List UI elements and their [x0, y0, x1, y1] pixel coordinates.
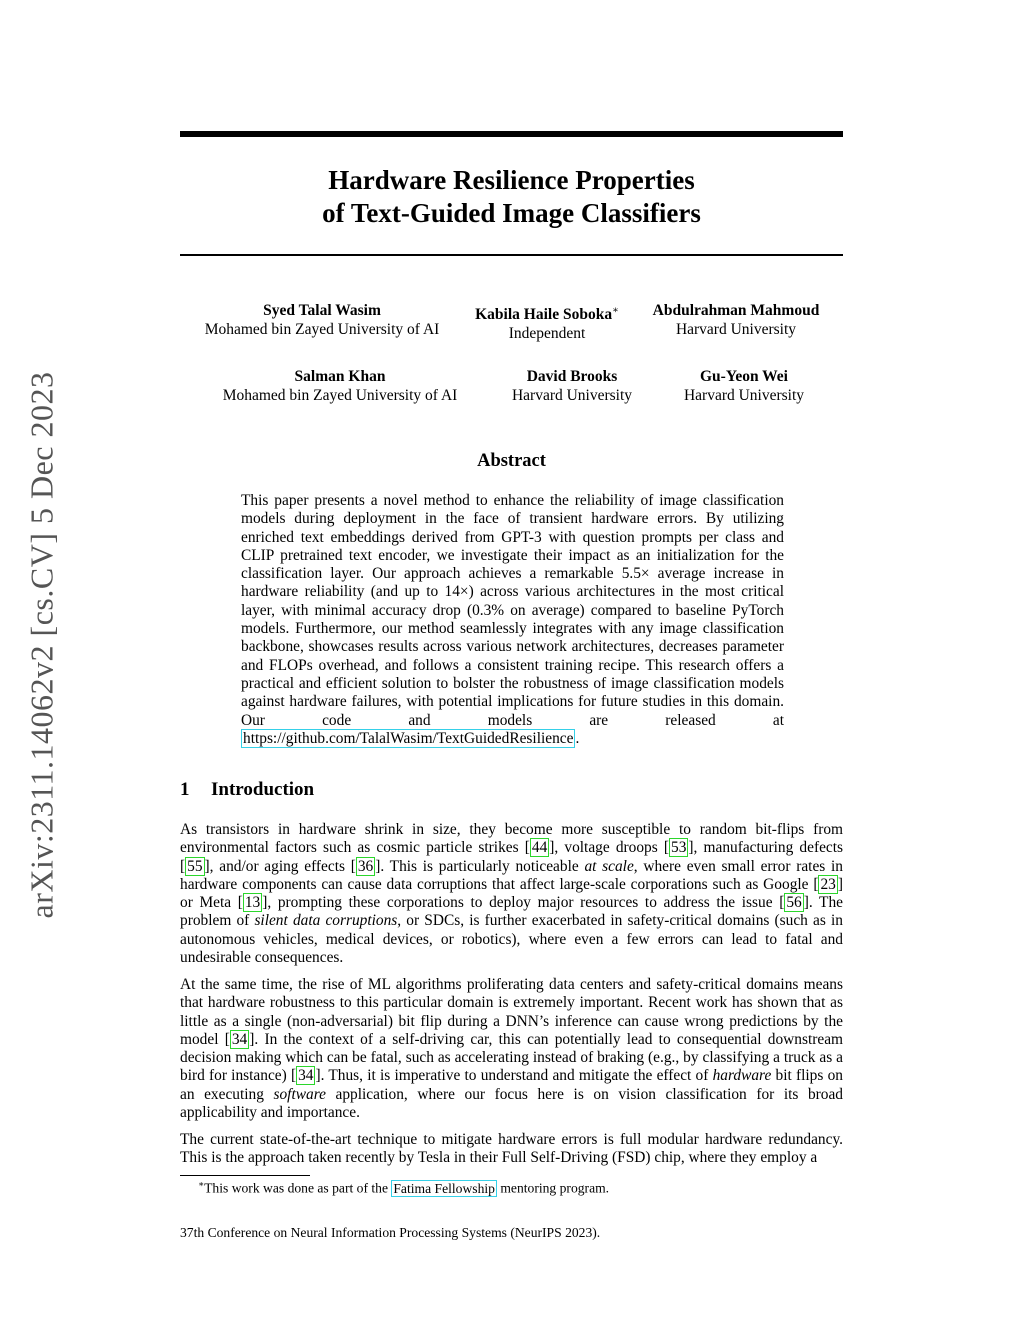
text-run: ] or Meta [	[180, 875, 843, 912]
fatima-fellowship-link[interactable]: Fatima Fellowship	[393, 1180, 495, 1196]
text-run: At the same time, the rise of ML algorithms proliferating data centers and safety-critical domains means that hardware robustness to this particular domain is extremely important. Recent work has shown that as little as a single (non-adversarial) bit flip during a DNN’s inference can cause wrong predictions by the model [	[180, 976, 843, 1048]
author-block	[684, 367, 804, 405]
citation-link[interactable]: 55	[187, 857, 203, 875]
citation-link[interactable]: 34	[231, 1030, 248, 1048]
intro-paragraph-3: The current state-of-the-art technique to mitigate hardware errors is full modular hardware redundancy. This is the approach taken recently by Tesla in their Full Self-Driving (FSD) chip, where they employ a	[180, 1131, 843, 1167]
section-number: 1	[180, 779, 190, 800]
text-run: mentoring program.	[496, 1180, 610, 1196]
title-top-rule	[180, 131, 843, 137]
author-affiliation: Independent	[508, 325, 586, 343]
text-run: ]. In the context of a self-driving car, this can potentially lead to consequential downstream decision making which can be fatal, such as accelerating instead of braking (e.g., by classifying a truck as a bird for instance) [	[180, 1030, 843, 1085]
author-affiliation: Harvard University	[675, 321, 797, 338]
text-run: ], voltage droops [	[549, 839, 670, 857]
title-line-1: Hardware Resilience Properties	[328, 165, 695, 195]
author-name: David Brooks	[526, 368, 618, 385]
author-block	[475, 301, 619, 343]
abstract-end: .	[575, 729, 580, 747]
author-block	[512, 367, 632, 405]
text-run: , or SDCs, is further exacerbated in safety-critical domains (such as in autonomous vehicles, medical devices, or robotics), where even a few errors can lead to fatal and undesirable consequences.	[180, 912, 843, 967]
emphasis: silent data corruptions	[254, 912, 398, 930]
citation-link[interactable]: 36	[357, 857, 374, 875]
author-name: Kabila Haile Soboka	[475, 306, 613, 324]
emphasis: hardware	[712, 1067, 772, 1085]
footnote-mark: ∗	[198, 1179, 205, 1189]
footnote-rule	[180, 1175, 310, 1176]
author-name: Syed Talal Wasim	[263, 302, 381, 319]
citation-link[interactable]: 56	[786, 894, 802, 912]
paper-title	[180, 164, 843, 230]
text-run: ], and/or aging effects [	[204, 857, 356, 875]
intro-paragraph-1	[180, 821, 843, 967]
conference-note: 37th Conference on Neural Information Processing Systems (NeurIPS 2023).	[180, 1225, 601, 1240]
abstract-heading: Abstract	[477, 451, 546, 471]
text-run: bit flips on an executing	[180, 1067, 843, 1103]
code-repository-link[interactable]: https://github.com/TalalWasim/TextGuidedResilience	[243, 729, 574, 747]
section-heading	[180, 779, 314, 801]
text-run: , where even small error rates in hardware components can cause data corruptions that affect large-scale corporations such as Google [	[180, 857, 843, 893]
author-affiliation: Harvard University	[511, 387, 633, 404]
arxiv-identifier: arXiv:2311.14062v2 [cs.CV] 5 Dec 2023	[23, 371, 60, 919]
title-line-2: of Text-Guided Image Classifiers	[322, 198, 701, 228]
author-block	[223, 367, 458, 405]
text-run: This work was done as part of the	[204, 1180, 392, 1196]
abstract-text: This paper presents a novel method to enhance the reliability of image classification models during deployment in the face of transient hardware errors. By utilizing enriched text embeddings derived from GPT-3 with question prompts per class and CLIP pretrained text encoder, we investigate their impact as an initialization for the classification layer. Our approach achieves a remarkable 5.5× average increase in hardware reliability (and up to 14×) across various architectures in the most critical layer, with minimal accuracy drop (0.3% on average) compared to baseline PyTorch models. Furthermore, our method seamlessly integrates with any image classification backbone, showcases results across various network architectures, decreases parameter and FLOPs overhead, and follows a consistent training recipe. This research offers a practical and efficient solution to bolster the robustness of image classification models against hardware failures, with potential implications for future studies in this domain. Our code and models are released at	[241, 492, 784, 729]
section-title: Introduction	[211, 779, 315, 800]
author-affiliation: Mohamed bin Zayed University of AI	[204, 321, 440, 338]
author-affiliation: Mohamed bin Zayed University of AI	[222, 387, 458, 404]
text-run: ]. The problem of	[180, 894, 843, 930]
emphasis: software	[273, 1085, 326, 1103]
footnote	[198, 1179, 609, 1197]
author-name: Abdulrahman Mahmoud	[652, 302, 820, 319]
text-run: ], prompting these corporations to deploy major resources to address the issue [	[262, 894, 785, 912]
title-bottom-rule	[180, 254, 843, 256]
text-run: As transistors in hardware shrink in size, they become more susceptible to random bit-flips from environmental factors such as cosmic particle strikes [	[180, 821, 843, 857]
text-run: ]. This is particularly noticeable	[375, 857, 585, 875]
citation-link[interactable]: 23	[820, 875, 836, 893]
author-block	[205, 301, 440, 339]
emphasis: at scale	[584, 857, 634, 875]
author-name: Gu-Yeon Wei	[700, 368, 788, 385]
author-affiliation: Harvard University	[683, 387, 805, 404]
citation-link[interactable]: 53	[671, 839, 687, 857]
citation-link[interactable]: 44	[531, 839, 548, 857]
abstract-body	[241, 492, 784, 748]
intro-paragraph-2	[180, 976, 843, 1122]
author-block	[653, 301, 820, 339]
citation-link[interactable]: 13	[244, 894, 261, 912]
footnote-mark: ∗	[612, 305, 619, 316]
citation-link[interactable]: 34	[298, 1067, 314, 1085]
text-run: ], manufacturing defects [	[180, 839, 843, 875]
author-name: Salman Khan	[294, 368, 386, 385]
text-run: application, where our focus here is on vision classification for its broad applicability and importance.	[180, 1085, 843, 1122]
text-run: ]. Thus, it is imperative to understand and mitigate the effect of	[315, 1067, 713, 1085]
